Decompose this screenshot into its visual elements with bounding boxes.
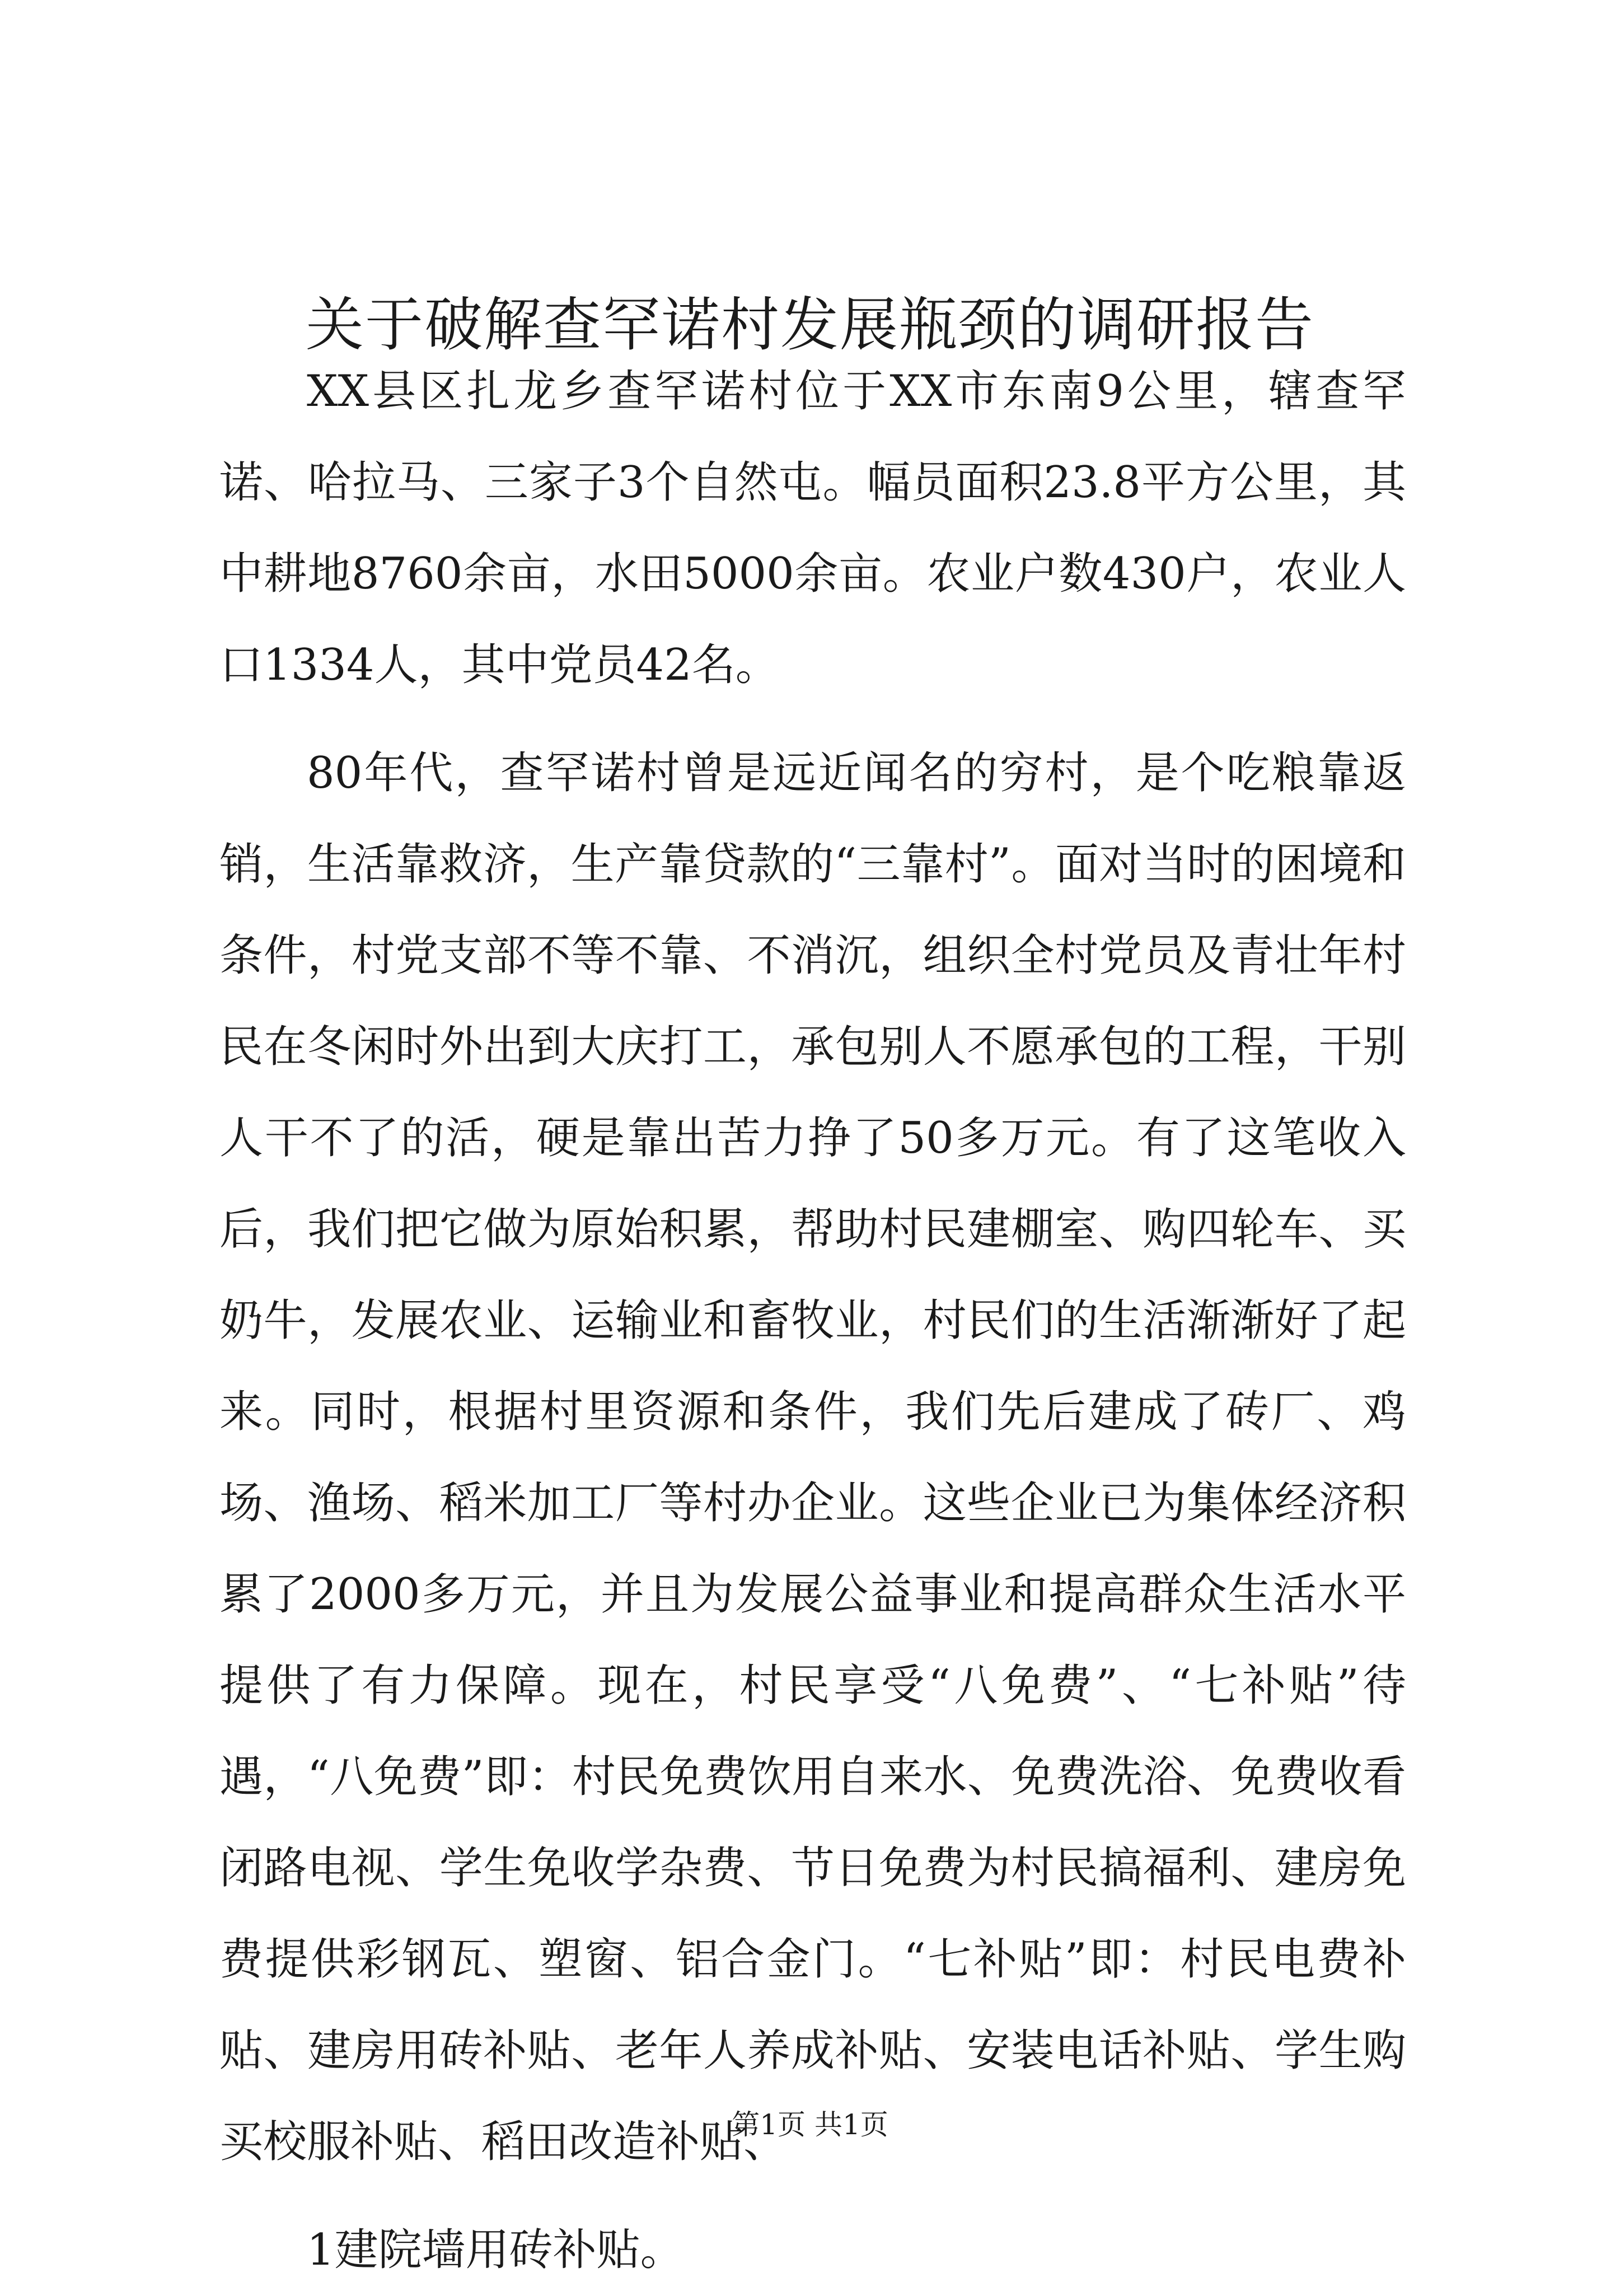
paragraph-continuation: 1建院墙用砖补贴。 bbox=[307, 2225, 684, 2275]
document-body bbox=[219, 346, 1406, 2296]
paragraph-history: 80年代，查罕诺村曾是远近闻名的穷村，是个吃粮靠返销，生活靠救济，生产靠贷款的“三靠村”。面对当时的困境和条件，村党支部不等不靠、不消沉，组织全村党员及青壮年村民在冬闲时外出到大庆打工，承包别人不愿承包的工程，干别人干不了的活，硬是靠出苦力挣了50多万元。有了这笔收入后，我们把它做为原始积累，帮助村民建棚室、购四轮车、买奶牛，发展农业、运输业和畜牧业，村民们的生活渐渐好了起来。同时，根据村里资源和条件，我们先后建成了砖厂、鸡场、渔场、稻米加工厂等村办企业。这些企业已为集体经济积累了2000多万元，并且为发展公益事业和提高群众生活水平提供了有力保障。现在，村民享受“八免费”、“七补贴”待遇，“八免费”即：村民免费饮用自来水、免费洗浴、免费收看闭路电视、学生免收学杂费、节日免费为村民搞福利、建房免费提供彩钢瓦、塑窗、铝合金门。“七补贴”即：村民电费补贴、建房用砖补贴、老年人养成补贴、安装电话补贴、学生购买校服补贴、稻田改造补贴、 bbox=[219, 748, 1406, 2167]
paragraph-intro: XX县区扎龙乡查罕诺村位于XX市东南9公里，辖查罕诺、哈拉马、三家子3个自然屯。幅员面积23.8平方公里，其中耕地8760余亩，水田5000余亩。农业户数430户，农业人口1334人，其中党员42名。 bbox=[219, 366, 1406, 690]
page-footer: 第1页 共1页 bbox=[732, 2108, 888, 2141]
document-title: 关于破解查罕诺村发展瓶颈的调研报告 bbox=[305, 291, 1314, 359]
